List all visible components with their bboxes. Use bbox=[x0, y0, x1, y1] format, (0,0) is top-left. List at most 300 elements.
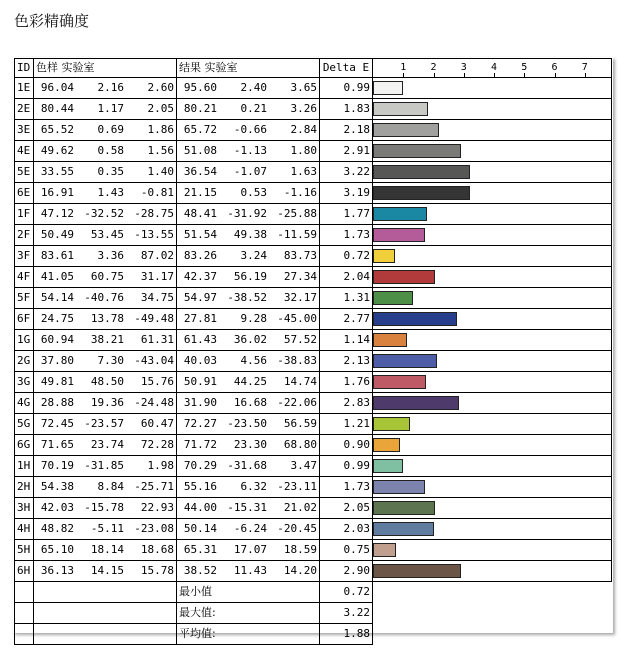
result-lab-value: 42.37 bbox=[183, 270, 217, 283]
delta-e-value: 3.19 bbox=[320, 183, 373, 204]
result-lab-value: -45.00 bbox=[277, 312, 317, 325]
result-lab-value: 72.27 bbox=[183, 417, 217, 430]
delta-e-value: 0.90 bbox=[320, 435, 373, 456]
delta-e-bar bbox=[373, 123, 439, 137]
result-lab-value: 0.53 bbox=[240, 186, 267, 199]
reference-lab-value: 15.76 bbox=[140, 375, 174, 388]
result-lab bbox=[177, 183, 320, 204]
summary-label: 平均值: bbox=[177, 624, 320, 645]
summary-label: 最小值 bbox=[177, 582, 320, 603]
bar-cell bbox=[373, 120, 612, 141]
reference-lab-value: 72.28 bbox=[140, 438, 174, 451]
reference-lab-value: 0.58 bbox=[97, 144, 124, 157]
reference-lab bbox=[34, 162, 177, 183]
patch-id: 3F bbox=[15, 246, 34, 267]
result-lab-value: -1.16 bbox=[283, 186, 317, 199]
reference-lab bbox=[34, 267, 177, 288]
reference-lab-value: -13.55 bbox=[134, 228, 174, 241]
result-lab-value: 44.00 bbox=[183, 501, 217, 514]
x-tick-mark bbox=[403, 73, 404, 77]
patch-id: 6E bbox=[15, 183, 34, 204]
delta-e-value: 1.83 bbox=[320, 99, 373, 120]
result-lab-value: 83.26 bbox=[183, 249, 217, 262]
reference-lab bbox=[34, 309, 177, 330]
result-lab bbox=[177, 435, 320, 456]
bar-cell bbox=[373, 162, 612, 183]
delta-e-bar bbox=[373, 270, 435, 284]
header-reference: 色样 实验室 bbox=[34, 59, 177, 78]
reference-lab-value: 14.15 bbox=[90, 564, 124, 577]
patch-id: 2G bbox=[15, 351, 34, 372]
bar-cell bbox=[373, 435, 612, 456]
delta-e-bar bbox=[373, 354, 437, 368]
result-lab-value: 3.24 bbox=[240, 249, 267, 262]
bar-cell bbox=[373, 561, 612, 582]
reference-lab-value: 18.14 bbox=[90, 543, 124, 556]
reference-lab-value: 47.12 bbox=[40, 207, 74, 220]
delta-e-bar bbox=[373, 522, 434, 536]
bar-cell bbox=[373, 351, 612, 372]
result-lab-value: -15.31 bbox=[227, 501, 267, 514]
delta-e-bar bbox=[373, 102, 428, 116]
result-lab-value: -23.50 bbox=[227, 417, 267, 430]
reference-lab-value: 2.60 bbox=[147, 81, 174, 94]
result-lab-value: 95.60 bbox=[183, 81, 217, 94]
result-lab-value: 3.65 bbox=[290, 81, 317, 94]
reference-lab-value: 37.80 bbox=[40, 354, 74, 367]
result-lab-value: 27.34 bbox=[283, 270, 317, 283]
table-row bbox=[15, 120, 612, 141]
table-row bbox=[15, 225, 612, 246]
reference-lab-value: 80.44 bbox=[40, 102, 74, 115]
result-lab-value: -6.24 bbox=[233, 522, 267, 535]
result-lab-value: 2.40 bbox=[240, 81, 267, 94]
table-row bbox=[15, 540, 612, 561]
reference-lab-value: 36.13 bbox=[40, 564, 74, 577]
reference-lab bbox=[34, 288, 177, 309]
reference-lab-value: 71.65 bbox=[40, 438, 74, 451]
patch-id: 5H bbox=[15, 540, 34, 561]
reference-lab-value: -32.52 bbox=[84, 207, 124, 220]
result-lab-value: -38.83 bbox=[277, 354, 317, 367]
reference-lab bbox=[34, 183, 177, 204]
result-lab bbox=[177, 414, 320, 435]
delta-e-value: 1.76 bbox=[320, 372, 373, 393]
result-lab-value: 14.74 bbox=[283, 375, 317, 388]
patch-id: 6F bbox=[15, 309, 34, 330]
delta-e-value: 3.22 bbox=[320, 162, 373, 183]
x-tick-mark bbox=[585, 73, 586, 77]
delta-e-bar bbox=[373, 480, 425, 494]
reference-lab bbox=[34, 393, 177, 414]
result-lab-value: -31.68 bbox=[227, 459, 267, 472]
delta-e-bar bbox=[373, 312, 457, 326]
reference-lab-value: 3.36 bbox=[97, 249, 124, 262]
patch-id: 1E bbox=[15, 78, 34, 99]
reference-lab-value: 13.78 bbox=[90, 312, 124, 325]
result-lab-value: 50.91 bbox=[183, 375, 217, 388]
result-lab bbox=[177, 351, 320, 372]
bar-cell bbox=[373, 78, 612, 99]
patch-id: 2E bbox=[15, 99, 34, 120]
result-lab-value: 48.41 bbox=[183, 207, 217, 220]
reference-lab bbox=[34, 498, 177, 519]
bar-cell bbox=[373, 477, 612, 498]
reference-lab-value: -28.75 bbox=[134, 207, 174, 220]
reference-lab-value: 54.14 bbox=[40, 291, 74, 304]
result-lab-value: 51.08 bbox=[183, 144, 217, 157]
result-lab-value: 3.47 bbox=[290, 459, 317, 472]
reference-lab-value: 34.75 bbox=[140, 291, 174, 304]
reference-lab-value: 31.17 bbox=[140, 270, 174, 283]
table-row bbox=[15, 456, 612, 477]
reference-lab bbox=[34, 120, 177, 141]
reference-lab-value: 23.74 bbox=[90, 438, 124, 451]
reference-lab-value: 1.43 bbox=[97, 186, 124, 199]
delta-e-bar bbox=[373, 186, 470, 200]
reference-lab-value: 54.38 bbox=[40, 480, 74, 493]
table-row bbox=[15, 183, 612, 204]
reference-lab-value: 16.91 bbox=[40, 186, 74, 199]
reference-lab bbox=[34, 351, 177, 372]
reference-lab-value: 65.52 bbox=[40, 123, 74, 136]
reference-lab bbox=[34, 246, 177, 267]
result-lab-value: 49.38 bbox=[233, 228, 267, 241]
reference-lab-value: 49.81 bbox=[40, 375, 74, 388]
result-lab bbox=[177, 246, 320, 267]
reference-lab bbox=[34, 78, 177, 99]
table-row bbox=[15, 330, 612, 351]
delta-e-bar bbox=[373, 396, 459, 410]
reference-lab-value: 60.75 bbox=[90, 270, 124, 283]
result-lab-value: 80.21 bbox=[183, 102, 217, 115]
summary-empty bbox=[15, 582, 34, 603]
result-lab-value: 21.15 bbox=[183, 186, 217, 199]
table-row bbox=[15, 204, 612, 225]
result-lab-value: 51.54 bbox=[183, 228, 217, 241]
patch-id: 1G bbox=[15, 330, 34, 351]
reference-lab-value: 48.50 bbox=[90, 375, 124, 388]
reference-lab-value: 60.94 bbox=[40, 333, 74, 346]
patch-id: 5G bbox=[15, 414, 34, 435]
reference-lab-value: 1.40 bbox=[147, 165, 174, 178]
reference-lab-value: -31.85 bbox=[84, 459, 124, 472]
table-row bbox=[15, 141, 612, 162]
patch-id: 4H bbox=[15, 519, 34, 540]
result-lab bbox=[177, 288, 320, 309]
reference-lab-value: 1.56 bbox=[147, 144, 174, 157]
delta-e-bar bbox=[373, 81, 403, 95]
summary-row bbox=[15, 624, 612, 645]
delta-e-value: 2.91 bbox=[320, 141, 373, 162]
summary-blank bbox=[373, 603, 612, 624]
delta-e-bar bbox=[373, 228, 425, 242]
result-lab-value: -23.11 bbox=[277, 480, 317, 493]
summary-empty bbox=[34, 582, 177, 603]
reference-lab-value: 48.82 bbox=[40, 522, 74, 535]
delta-e-value: 2.04 bbox=[320, 267, 373, 288]
result-lab-value: 56.19 bbox=[233, 270, 267, 283]
x-axis bbox=[373, 59, 612, 78]
result-lab-value: 38.52 bbox=[183, 564, 217, 577]
result-lab bbox=[177, 162, 320, 183]
reference-lab bbox=[34, 414, 177, 435]
table-row bbox=[15, 162, 612, 183]
header-result: 结果 实验室 bbox=[177, 59, 320, 78]
header-row bbox=[15, 59, 612, 78]
result-lab bbox=[177, 120, 320, 141]
result-lab-value: 16.68 bbox=[233, 396, 267, 409]
bar-cell bbox=[373, 246, 612, 267]
delta-e-value: 0.99 bbox=[320, 78, 373, 99]
bar-cell bbox=[373, 288, 612, 309]
reference-lab bbox=[34, 540, 177, 561]
summary-blank bbox=[373, 582, 612, 603]
result-lab bbox=[177, 330, 320, 351]
x-tick-mark bbox=[434, 73, 435, 77]
delta-e-value: 2.05 bbox=[320, 498, 373, 519]
reference-lab-value: 33.55 bbox=[40, 165, 74, 178]
summary-empty bbox=[34, 603, 177, 624]
result-lab-value: 6.32 bbox=[240, 480, 267, 493]
result-lab-value: 18.59 bbox=[283, 543, 317, 556]
bar-cell bbox=[373, 414, 612, 435]
result-lab bbox=[177, 393, 320, 414]
bar-cell bbox=[373, 330, 612, 351]
x-tick-label: 2 bbox=[430, 62, 437, 73]
delta-e-bar bbox=[373, 564, 461, 578]
table-row bbox=[15, 519, 612, 540]
delta-e-bar bbox=[373, 249, 395, 263]
bar-cell bbox=[373, 183, 612, 204]
reference-lab-value: 18.68 bbox=[140, 543, 174, 556]
result-lab bbox=[177, 99, 320, 120]
x-tick-label: 3 bbox=[460, 62, 467, 73]
delta-e-value: 0.99 bbox=[320, 456, 373, 477]
patch-id: 2F bbox=[15, 225, 34, 246]
reference-lab bbox=[34, 99, 177, 120]
reference-lab bbox=[34, 141, 177, 162]
result-lab-value: 54.97 bbox=[183, 291, 217, 304]
result-lab-value: 23.30 bbox=[233, 438, 267, 451]
reference-lab-value: -15.78 bbox=[84, 501, 124, 514]
result-lab-value: 40.03 bbox=[183, 354, 217, 367]
reference-lab-value: 42.03 bbox=[40, 501, 74, 514]
table-row bbox=[15, 288, 612, 309]
table-row bbox=[15, 267, 612, 288]
reference-lab bbox=[34, 519, 177, 540]
color-accuracy-table bbox=[14, 58, 612, 645]
result-lab-value: -0.66 bbox=[233, 123, 267, 136]
reference-lab-value: 1.17 bbox=[97, 102, 124, 115]
reference-lab-value: -23.08 bbox=[134, 522, 174, 535]
table-row bbox=[15, 78, 612, 99]
result-lab-value: 1.80 bbox=[290, 144, 317, 157]
bar-cell bbox=[373, 141, 612, 162]
bar-cell bbox=[373, 204, 612, 225]
reference-lab-value: 70.19 bbox=[40, 459, 74, 472]
result-lab bbox=[177, 498, 320, 519]
result-lab-value: 61.43 bbox=[183, 333, 217, 346]
delta-e-value: 1.77 bbox=[320, 204, 373, 225]
reference-lab bbox=[34, 225, 177, 246]
delta-e-bar bbox=[373, 543, 396, 557]
summary-empty bbox=[15, 624, 34, 645]
delta-e-bar bbox=[373, 144, 461, 158]
table-row bbox=[15, 561, 612, 582]
patch-id: 3G bbox=[15, 372, 34, 393]
reference-lab-value: -25.71 bbox=[134, 480, 174, 493]
reference-lab-value: 87.02 bbox=[140, 249, 174, 262]
reference-lab-value: -40.76 bbox=[84, 291, 124, 304]
result-lab-value: 65.31 bbox=[183, 543, 217, 556]
table-row bbox=[15, 435, 612, 456]
bar-cell bbox=[373, 393, 612, 414]
delta-e-value: 1.21 bbox=[320, 414, 373, 435]
result-lab-value: 57.52 bbox=[283, 333, 317, 346]
delta-e-bar bbox=[373, 291, 413, 305]
delta-e-bar bbox=[373, 333, 407, 347]
patch-id: 1F bbox=[15, 204, 34, 225]
bar-cell bbox=[373, 99, 612, 120]
delta-e-value: 1.73 bbox=[320, 477, 373, 498]
result-lab-value: 3.26 bbox=[290, 102, 317, 115]
reference-lab-value: 1.98 bbox=[147, 459, 174, 472]
summary-value: 3.22 bbox=[320, 603, 373, 624]
delta-e-value: 2.03 bbox=[320, 519, 373, 540]
table-row bbox=[15, 393, 612, 414]
delta-e-value: 0.72 bbox=[320, 246, 373, 267]
delta-e-bar bbox=[373, 438, 400, 452]
result-lab-value: 2.84 bbox=[290, 123, 317, 136]
reference-lab-value: 60.47 bbox=[140, 417, 174, 430]
reference-lab-value: 15.78 bbox=[140, 564, 174, 577]
result-lab bbox=[177, 141, 320, 162]
result-lab-value: 36.54 bbox=[183, 165, 217, 178]
result-lab-value: -25.88 bbox=[277, 207, 317, 220]
patch-id: 4E bbox=[15, 141, 34, 162]
summary-blank bbox=[373, 624, 612, 645]
delta-e-bar bbox=[373, 417, 410, 431]
x-tick-label: 7 bbox=[581, 62, 588, 73]
result-lab-value: -1.07 bbox=[233, 165, 267, 178]
x-tick-label: 4 bbox=[491, 62, 498, 73]
result-lab bbox=[177, 519, 320, 540]
result-lab bbox=[177, 309, 320, 330]
table-row bbox=[15, 246, 612, 267]
result-lab-value: 21.02 bbox=[283, 501, 317, 514]
reference-lab-value: 96.04 bbox=[40, 81, 74, 94]
reference-lab-value: 53.45 bbox=[90, 228, 124, 241]
result-lab-value: -1.13 bbox=[233, 144, 267, 157]
reference-lab-value: 2.16 bbox=[97, 81, 124, 94]
result-lab bbox=[177, 78, 320, 99]
reference-lab-value: 0.35 bbox=[97, 165, 124, 178]
delta-e-bar bbox=[373, 459, 403, 473]
summary-empty bbox=[34, 624, 177, 645]
patch-id: 6G bbox=[15, 435, 34, 456]
patch-id: 6H bbox=[15, 561, 34, 582]
reference-lab bbox=[34, 561, 177, 582]
delta-e-value: 1.14 bbox=[320, 330, 373, 351]
reference-lab-value: 49.62 bbox=[40, 144, 74, 157]
reference-lab-value: -5.11 bbox=[90, 522, 124, 535]
bar-cell bbox=[373, 309, 612, 330]
result-lab-value: 14.20 bbox=[283, 564, 317, 577]
reference-lab-value: 7.30 bbox=[97, 354, 124, 367]
delta-e-value: 2.90 bbox=[320, 561, 373, 582]
result-lab-value: 11.43 bbox=[233, 564, 267, 577]
x-tick-mark bbox=[494, 73, 495, 77]
reference-lab-value: 19.36 bbox=[90, 396, 124, 409]
result-lab-value: 9.28 bbox=[240, 312, 267, 325]
patch-id: 3H bbox=[15, 498, 34, 519]
patch-id: 3E bbox=[15, 120, 34, 141]
reference-lab-value: 50.49 bbox=[40, 228, 74, 241]
result-lab-value: -31.92 bbox=[227, 207, 267, 220]
result-lab-value: 56.59 bbox=[283, 417, 317, 430]
summary-value: 1.88 bbox=[320, 624, 373, 645]
patch-id: 4G bbox=[15, 393, 34, 414]
reference-lab-value: 28.88 bbox=[40, 396, 74, 409]
x-tick-mark bbox=[555, 73, 556, 77]
reference-lab bbox=[34, 456, 177, 477]
result-lab-value: 17.07 bbox=[233, 543, 267, 556]
table-row bbox=[15, 498, 612, 519]
bar-cell bbox=[373, 519, 612, 540]
delta-e-value: 2.13 bbox=[320, 351, 373, 372]
result-lab-value: 65.72 bbox=[183, 123, 217, 136]
result-lab-value: 83.73 bbox=[283, 249, 317, 262]
bar-cell bbox=[373, 225, 612, 246]
reference-lab-value: 1.86 bbox=[147, 123, 174, 136]
header-delta: Delta E bbox=[320, 59, 373, 78]
result-lab-value: -38.52 bbox=[227, 291, 267, 304]
summary-row bbox=[15, 582, 612, 603]
delta-e-bar bbox=[373, 207, 427, 221]
summary-label: 最大值: bbox=[177, 603, 320, 624]
reference-lab-value: 2.05 bbox=[147, 102, 174, 115]
result-lab-value: 68.80 bbox=[283, 438, 317, 451]
result-lab-value: 0.21 bbox=[240, 102, 267, 115]
summary-row bbox=[15, 603, 612, 624]
x-tick-mark bbox=[524, 73, 525, 77]
reference-lab-value: 0.69 bbox=[97, 123, 124, 136]
reference-lab-value: 61.31 bbox=[140, 333, 174, 346]
delta-e-value: 1.73 bbox=[320, 225, 373, 246]
delta-e-bar bbox=[373, 165, 470, 179]
delta-e-value: 2.83 bbox=[320, 393, 373, 414]
table-row bbox=[15, 309, 612, 330]
result-lab-value: -20.45 bbox=[277, 522, 317, 535]
result-lab-value: 55.16 bbox=[183, 480, 217, 493]
reference-lab-value: 72.45 bbox=[40, 417, 74, 430]
summary-value: 0.72 bbox=[320, 582, 373, 603]
reference-lab bbox=[34, 435, 177, 456]
result-lab bbox=[177, 372, 320, 393]
bar-cell bbox=[373, 540, 612, 561]
reference-lab-value: 24.75 bbox=[40, 312, 74, 325]
patch-id: 2H bbox=[15, 477, 34, 498]
result-lab-value: 1.63 bbox=[290, 165, 317, 178]
result-lab-value: 70.29 bbox=[183, 459, 217, 472]
result-lab bbox=[177, 267, 320, 288]
result-lab-value: 31.90 bbox=[183, 396, 217, 409]
reference-lab-value: 83.61 bbox=[40, 249, 74, 262]
reference-lab bbox=[34, 372, 177, 393]
delta-e-value: 1.31 bbox=[320, 288, 373, 309]
result-lab-value: 32.17 bbox=[283, 291, 317, 304]
